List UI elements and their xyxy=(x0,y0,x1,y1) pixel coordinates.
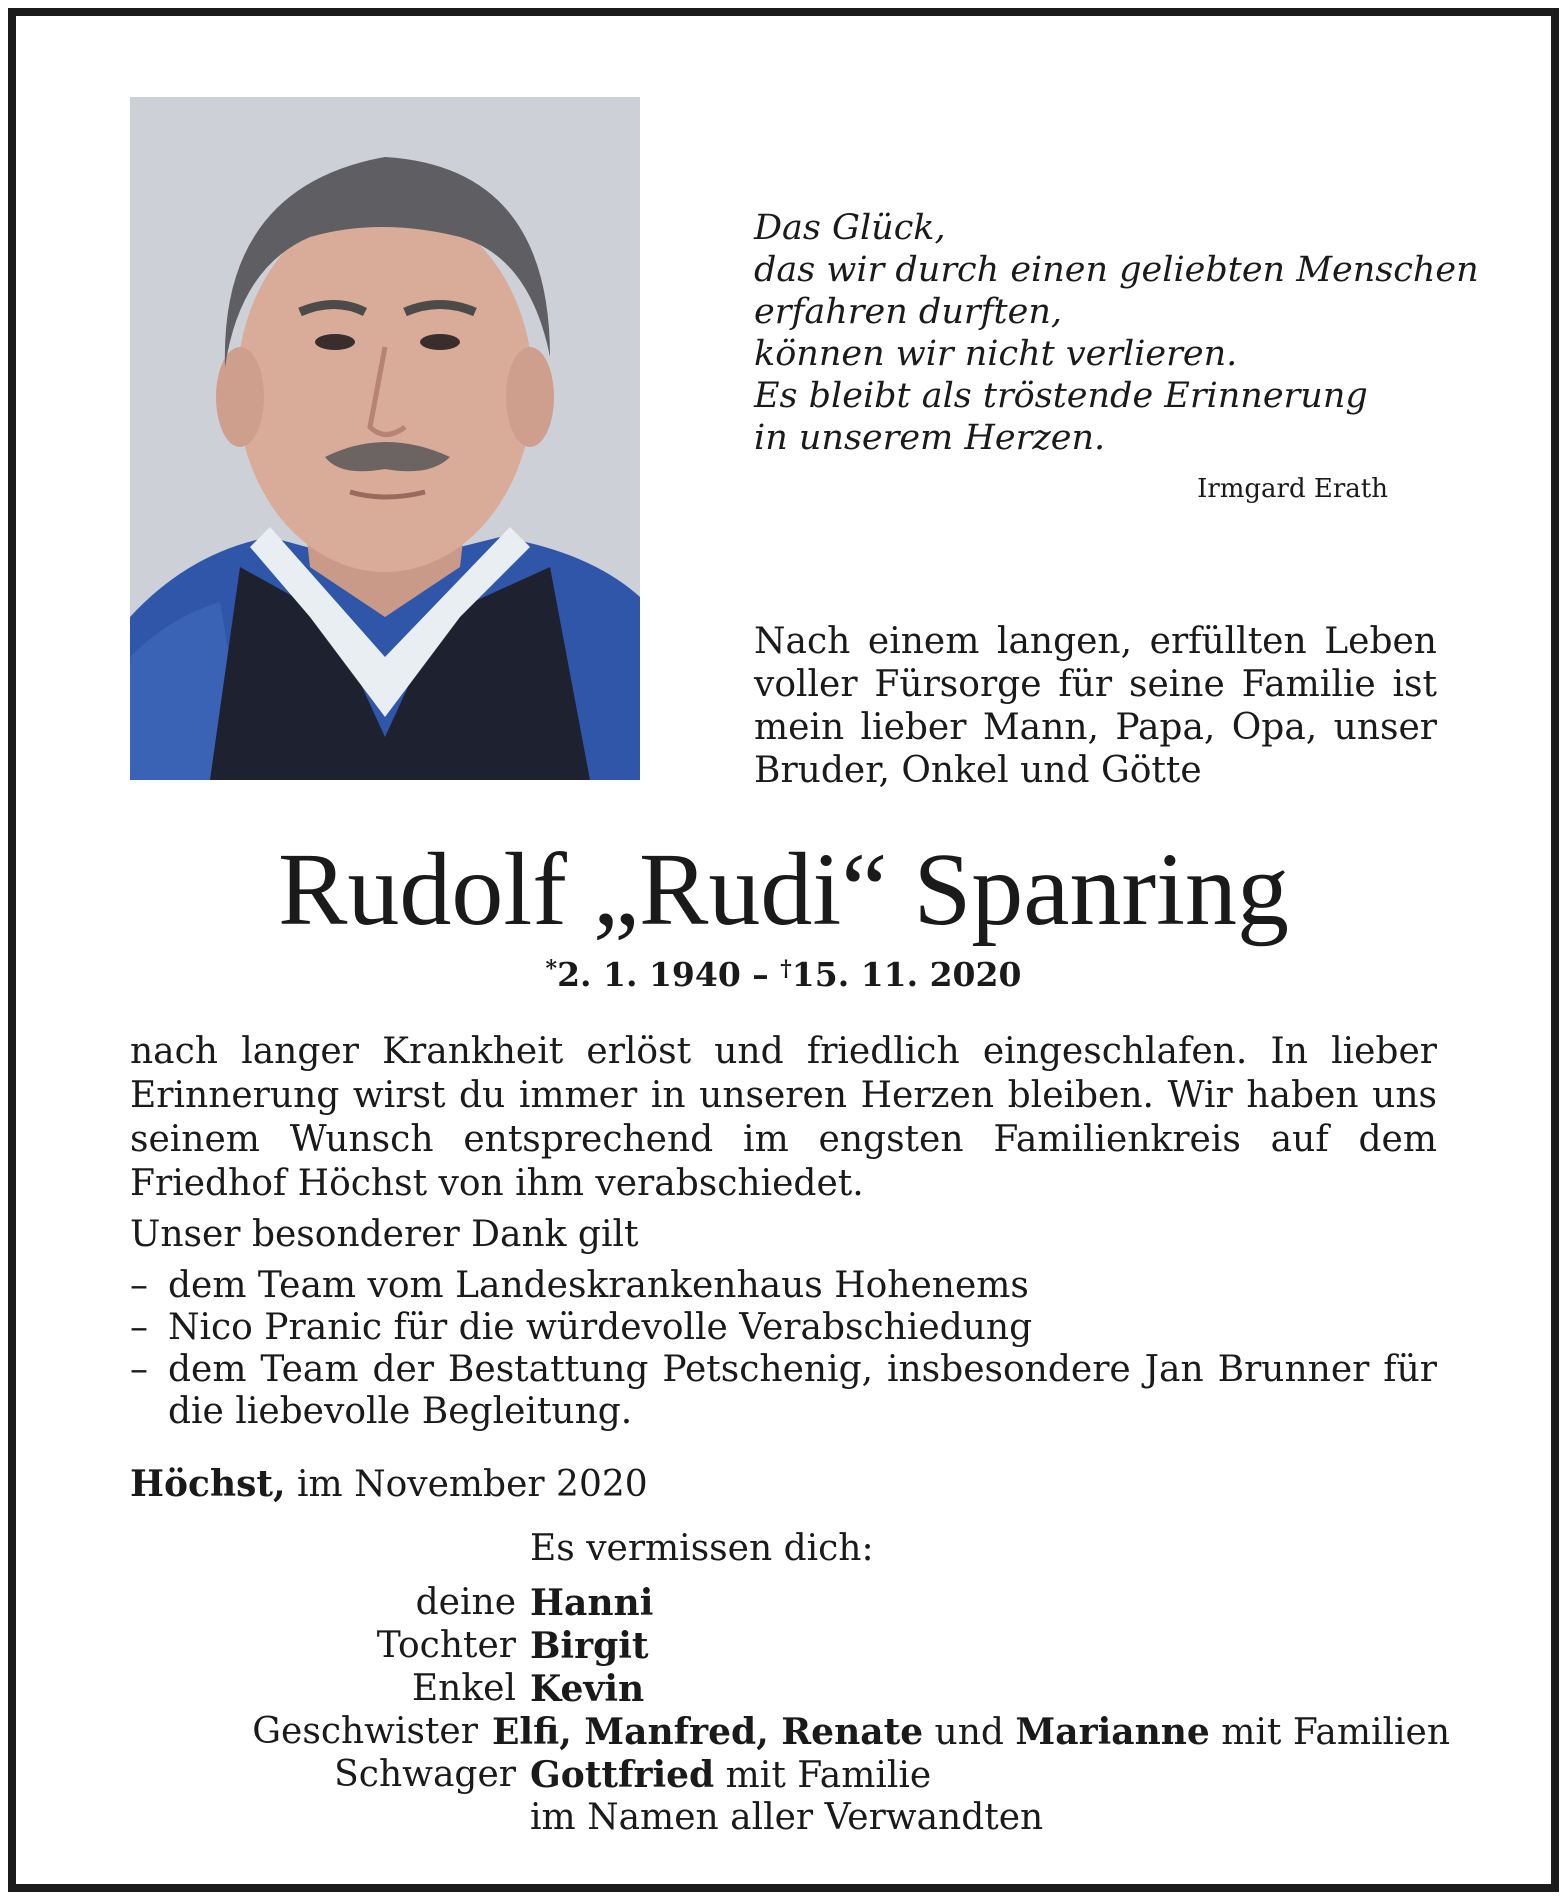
intro-text: Nach einem langen, erfüllten Leben voller Fürsorge für seine Familie ist mein lieber Mann, Papa, Opa, unser Bruder, Onkel und Götte xyxy=(754,621,1437,791)
body-text: nach langer Krankheit erlöst und friedlich eingeschlafen. In lieber Erinnerung wirst du immer in unseren Herzen bleiben. Wir haben uns seinem Wunsch entsprechend im engsten Familienkreis auf dem Friedhof Höchst von ihm verabschiedet. xyxy=(130,1031,1437,1204)
mourner-name: Marianne xyxy=(1015,1711,1210,1753)
mourner-relation: deine xyxy=(415,1582,516,1623)
death-date: 15. 11. 2020 xyxy=(791,955,1022,994)
poem-line: das wir durch einen geliebten Menschen xyxy=(754,250,1479,290)
death-cross: † xyxy=(780,956,792,982)
dash: – xyxy=(130,1307,148,1348)
mourner-row xyxy=(200,1582,1450,1625)
mourner-and: und xyxy=(923,1712,1016,1753)
poem-line: Das Glück, xyxy=(754,208,946,248)
mourner-name: Gottfried xyxy=(530,1754,715,1796)
mourners-list xyxy=(200,1582,1450,1839)
poem-line: erfahren durften, xyxy=(754,292,1062,332)
deceased-name: Rudolf „Rudi“ Spanring xyxy=(277,832,1289,947)
mourner-name: Hanni xyxy=(530,1582,654,1624)
life-dates xyxy=(0,955,1567,994)
mourner-row xyxy=(200,1754,1450,1797)
poem-author: Irmgard Erath xyxy=(1197,474,1388,504)
poem-line: in unserem Herzen. xyxy=(754,418,1106,458)
mourner-relation: Tochter xyxy=(376,1625,516,1666)
list-item xyxy=(130,1307,1437,1349)
list-item xyxy=(130,1349,1437,1433)
thanks-item: dem Team der Bestattung Petschenig, insbesondere Jan Brunner für die liebevolle Begleitung. xyxy=(168,1349,1437,1432)
mourners-heading: Es vermissen dich: xyxy=(530,1528,874,1569)
thanks-item: Nico Pranic für die würdevolle Verabschiedung xyxy=(168,1307,1033,1348)
mourner-row xyxy=(200,1797,1450,1839)
mourner-name: Birgit xyxy=(530,1625,649,1667)
birth-star: * xyxy=(545,956,558,982)
list-item xyxy=(130,1265,1437,1307)
place-town: Höchst, xyxy=(130,1463,286,1505)
poem-line: Es bleibt als tröstende Erinnerung xyxy=(754,376,1368,416)
mourner-relation: Schwager xyxy=(334,1754,516,1795)
thanks-list xyxy=(130,1265,1437,1433)
thanks-heading: Unser besonderer Dank gilt xyxy=(130,1214,639,1255)
poem xyxy=(754,207,1479,459)
mourner-relation: Geschwister xyxy=(252,1711,478,1752)
place-month: im November 2020 xyxy=(285,1464,648,1505)
mourner-suffix: mit Familien xyxy=(1209,1712,1450,1753)
mourner-name: Kevin xyxy=(530,1668,645,1710)
mourner-closing: im Namen aller Verwandten xyxy=(530,1797,1044,1838)
mourner-relation xyxy=(200,1797,530,1839)
portrait-photo xyxy=(130,97,640,780)
portrait-illustration xyxy=(130,97,640,780)
date-separator: – xyxy=(740,955,781,994)
mourner-name: Elfi, Manfred, Renate xyxy=(491,1711,924,1753)
birth-date: 2. 1. 1940 xyxy=(557,955,741,994)
place-date xyxy=(130,1463,648,1505)
dash: – xyxy=(130,1265,148,1306)
mourner-row xyxy=(200,1711,1450,1754)
mourner-row xyxy=(200,1625,1450,1668)
poem-line: können wir nicht verlieren. xyxy=(754,334,1238,374)
mourner-relation: Enkel xyxy=(411,1668,516,1709)
mourner-row xyxy=(200,1668,1450,1711)
mourner-suffix: mit Familie xyxy=(714,1755,932,1796)
dash: – xyxy=(130,1349,148,1390)
thanks-item: dem Team vom Landeskrankenhaus Hohenems xyxy=(168,1265,1029,1306)
